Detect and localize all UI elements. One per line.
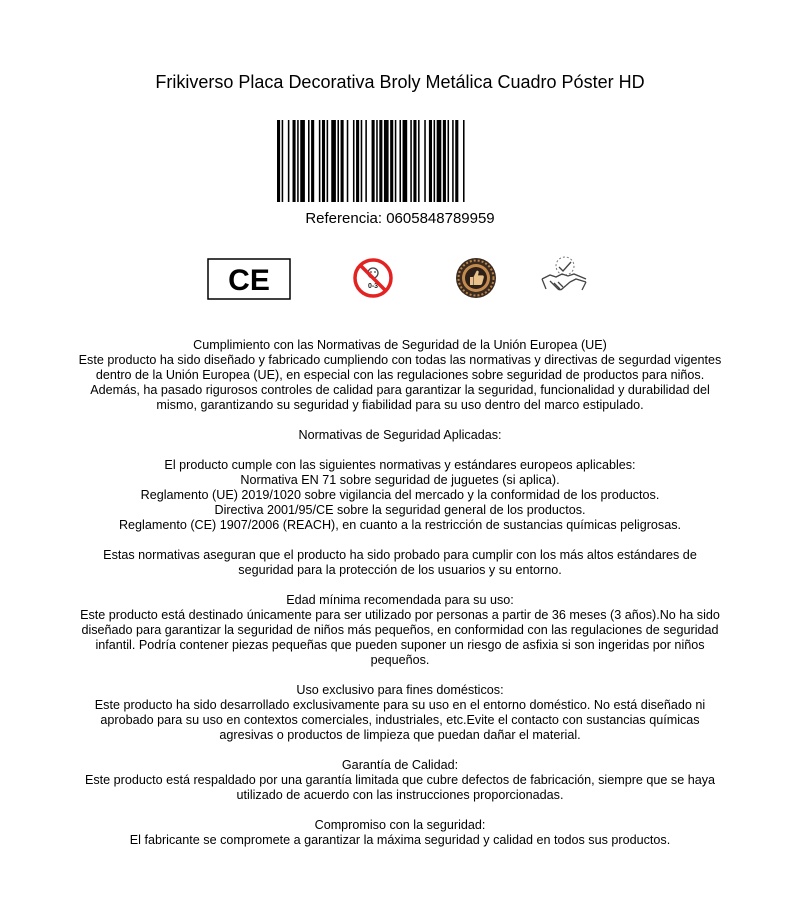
- safety-information: [78, 338, 722, 848]
- barcode: [277, 120, 523, 202]
- norm-item: Directiva 2001/95/CE sobre la seguridad general de los productos.: [214, 503, 586, 517]
- norm-item: Normativa EN 71 sobre seguridad de juguetes (si aplica).: [240, 473, 560, 487]
- commitment-body: El fabricante se compromete a garantizar la máxima seguridad y calidad en todos sus productos.: [129, 833, 671, 847]
- warranty-body: Este producto está respaldado por una garantía limitada que cubre defectos de fabricación, siempre que se haya utilizado de acuerdo con las instrucciones proporcionadas.: [84, 773, 716, 802]
- eu-body: Este producto ha sido diseñado y fabricado cumpliendo con todas las normativas y directivas de segurdad vigentes dentro de la Unión Europea (UE), en especial con las regulaciones sobre seguridad de productos para niños. Además, ha pasado rigurosos controles de calidad para garantizar la seguridad, funcionalidad y durabilidad del mismo, garantizando su seguridad y fiabilidad para su uso dentro del marco estipulado.: [78, 353, 722, 412]
- handshake-icon: [540, 255, 588, 297]
- reference-number: Referencia: 0605848789959: [305, 210, 495, 227]
- age-title: Edad mínima recomendada para su uso:: [286, 593, 514, 607]
- norm-item: Reglamento (CE) 1907/2006 (REACH), en cuanto a la restricción de sustancias químicas peligrosas.: [118, 518, 682, 532]
- norm-item: Reglamento (UE) 2019/1020 sobre vigilancia del mercado y la conformidad de los productos.: [140, 488, 660, 502]
- svg-text:0-3: 0-3: [367, 283, 379, 290]
- ce-mark-icon: [207, 258, 291, 300]
- domestic-body: Este producto ha sido desarrollado exclusivamente para su uso en el entorno doméstico. No está diseñado ni aprobado para su uso en contextos comerciales, industriales, etc.Evite el contacto con sustancias químicas agresivas o productos de limpieza que puedan dañar el material.: [94, 698, 706, 742]
- norms-title: Normativas de Seguridad Aplicadas:: [298, 428, 502, 442]
- not-suitable-0-3-icon: [352, 257, 394, 299]
- product-title: Frikiverso Placa Decorativa Broly Metálica Cuadro Póster HD: [155, 72, 645, 92]
- quality-seal-icon: [455, 257, 497, 299]
- commitment-title: Compromiso con la seguridad:: [314, 818, 486, 832]
- age-body: Este producto está destinado únicamente para ser utilizado por personas a partir de 36 meses (3 años).No ha sido diseñado para garantizar la seguridad de niños más pequeños, en conformidad con las regulaciones de seguridad infantil. Podría contener piezas pequeñas que pueden suponer un riesgo de asfixia si son ingeridas por niños pequeños.: [80, 608, 720, 667]
- warranty-title: Garantía de Calidad:: [341, 758, 459, 772]
- svg-text:CE: CE: [228, 264, 270, 297]
- domestic-title: Uso exclusivo para fines domésticos:: [296, 683, 504, 697]
- norms-outro: Estas normativas aseguran que el producto ha sido probado para cumplir con los más altos estándares de seguridad para la protección de los usuarios y su entorno.: [103, 548, 697, 577]
- eu-title: Cumplimiento con las Normativas de Seguridad de la Unión Europea (UE): [193, 338, 607, 352]
- norms-intro: El producto cumple con las siguientes normativas y estándares europeos aplicables:: [164, 458, 636, 472]
